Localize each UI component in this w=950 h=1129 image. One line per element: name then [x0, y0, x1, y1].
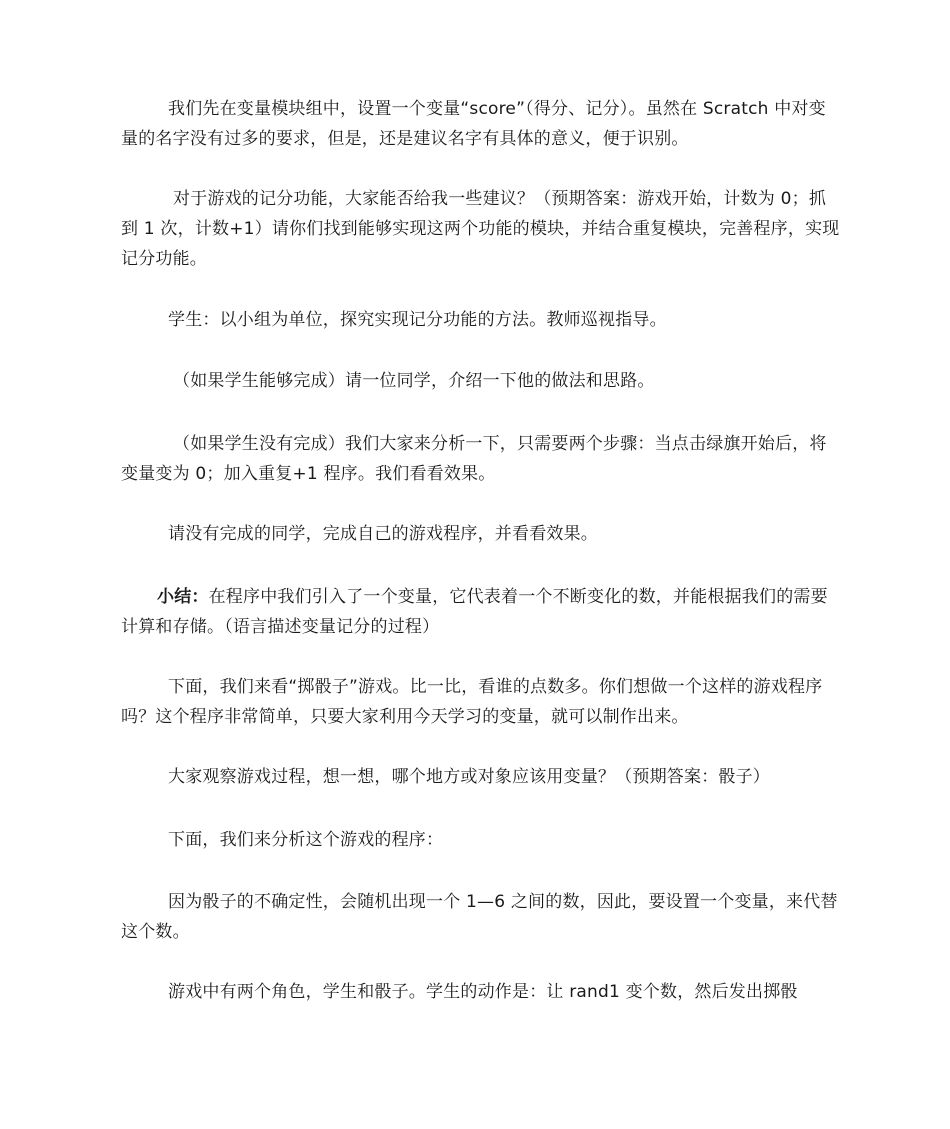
summary-text: 在程序中我们引入了一个变量，它代表着一个不断变化的数，并能根据我们的需要计算和存储。（语言描述变量记分的过程） — [121, 587, 828, 637]
paragraph-6 — [121, 519, 841, 549]
paragraph-1 — [121, 94, 841, 154]
paragraph-2-text: 对于游戏的记分功能，大家能否给我一些建议？（预期答案：游戏开始，计数为 0；抓到 1 次，计数+1）请你们找到能够实现这两个功能的模块，并结合重复模块，完善程序，实现记分功能。 — [121, 189, 840, 269]
summary-label: 小结： — [157, 587, 209, 607]
paragraph-9-text: 大家观察游戏过程，想一想，哪个地方或对象应该用变量？（预期答案：骰子） — [168, 767, 770, 787]
paragraph-5-text: （如果学生没有完成）我们大家来分析一下，只需要两个步骤：当点击绿旗开始后，将变量变为 0；加入重复+1 程序。我们看看效果。 — [121, 434, 827, 484]
paragraph-11 — [121, 887, 841, 947]
paragraph-8-text: 下面，我们来看“掷骰子”游戏。比一比，看谁的点数多。你们想做一个这样的游戏程序吗？这个程序非常简单，只要大家利用今天学习的变量，就可以制作出来。 — [121, 677, 823, 727]
paragraph-12-text: 游戏中有两个角色，学生和骰子。学生的动作是：让 rand1 变个数，然后发出掷骰 — [168, 982, 798, 1002]
paragraph-11-text: 因为骰子的不确定性，会随机出现一个 1—6 之间的数，因此，要设置一个变量，来代替这个数。 — [121, 892, 838, 942]
paragraph-4-text: （如果学生能够完成）请一位同学，介绍一下他的做法和思路。 — [173, 371, 655, 391]
summary-paragraph — [121, 582, 841, 642]
paragraph-12 — [121, 977, 841, 1007]
paragraph-8 — [121, 672, 841, 732]
paragraph-10-text: 下面，我们来分析这个游戏的程序： — [168, 830, 444, 850]
paragraph-10 — [121, 825, 841, 855]
paragraph-3 — [121, 305, 841, 335]
paragraph-9 — [121, 762, 841, 792]
paragraph-1-text: 我们先在变量模块组中，设置一个变量“score”（得分、记分）。虽然在 Scratch 中对变量的名字没有过多的要求，但是，还是建议名字有具体的意义，便于识别。 — [121, 99, 826, 149]
paragraph-6-text: 请没有完成的同学，完成自己的游戏程序，并看看效果。 — [168, 524, 598, 544]
paragraph-4 — [121, 366, 841, 396]
paragraph-2 — [121, 184, 841, 274]
paragraph-3-text: 学生：以小组为单位，探究实现记分功能的方法。教师巡视指导。 — [168, 310, 667, 330]
paragraph-5 — [121, 429, 841, 489]
